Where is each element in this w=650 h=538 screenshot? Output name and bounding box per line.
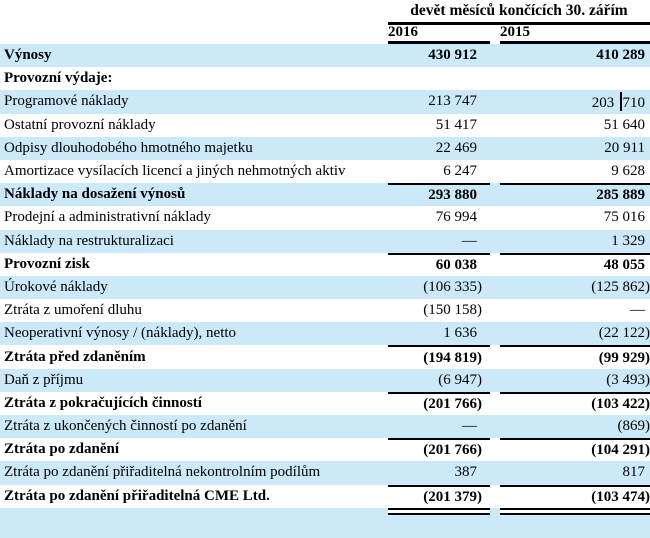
- row-label: Odpisy dlouhodobého hmotného majetku: [4, 139, 253, 156]
- column-gap: [490, 183, 500, 206]
- period-header: devět měsíců končících 30. zářím: [410, 2, 628, 19]
- row-label: Neoperativní výnosy / (náklady), netto: [4, 325, 237, 342]
- column-gap: [490, 461, 500, 484]
- double-rule-2015: [500, 508, 650, 515]
- row-label: Prodejní a administrativní náklady: [4, 209, 212, 226]
- value-2015: 203 710: [500, 90, 650, 113]
- table-row: [0, 485, 650, 508]
- column-rule-2015: [500, 41, 650, 44]
- column-gap: [490, 90, 500, 113]
- row-label: Ztráta po zdanění přiřaditelná nekontrolním podílům: [4, 464, 321, 481]
- row-label: Ztráta z pokračujících činností: [4, 394, 202, 411]
- table-row: [0, 438, 650, 461]
- row-label: Ztráta před zdaněním: [4, 348, 146, 365]
- column-gap: [490, 369, 500, 392]
- row-label: Úrokové náklady: [4, 278, 108, 295]
- table-row: [0, 253, 650, 276]
- row-label: Náklady na restrukturalizaci: [4, 232, 174, 249]
- table-row: [0, 183, 650, 206]
- column-gap: [490, 24, 500, 41]
- value-2016: (201 766): [388, 438, 490, 461]
- table-row: [0, 299, 650, 322]
- column-gap: [490, 114, 500, 137]
- column-header-2016: 2016: [388, 24, 418, 40]
- value-2015: 1 329: [611, 232, 645, 249]
- row-label: Ostatní provozní náklady: [4, 116, 156, 133]
- value-2015: (103 474): [500, 485, 650, 508]
- row-label: Daň z příjmu: [4, 371, 84, 388]
- value-2015: 9 628: [611, 163, 645, 180]
- value-2016: —: [462, 418, 477, 435]
- table-row: [0, 114, 650, 137]
- value-2016: (150 158): [423, 302, 482, 319]
- column-gap: [490, 276, 500, 299]
- column-gap: [490, 485, 500, 508]
- column-gap: [490, 67, 500, 90]
- column-rule-2016: [388, 41, 490, 44]
- value-2015: [500, 67, 650, 90]
- table-row: [0, 137, 650, 160]
- value-2016: [388, 67, 490, 90]
- value-2015: (869): [617, 418, 650, 435]
- column-gap: [490, 345, 500, 368]
- value-2015: (3 493): [606, 371, 650, 388]
- column-gap: [490, 392, 500, 415]
- table-row: [0, 44, 650, 67]
- row-label: Programové náklady: [4, 93, 129, 110]
- table-row: [0, 345, 650, 368]
- value-2015: (99 929): [500, 345, 650, 368]
- column-gap: [490, 438, 500, 461]
- column-gap: [490, 230, 500, 253]
- bottom-shaded-band: [0, 508, 650, 538]
- row-label: Provozní zisk: [4, 255, 90, 272]
- table-rows: [0, 44, 650, 508]
- value-2015: 285 889: [500, 183, 650, 206]
- value-2015: (103 422): [500, 392, 650, 415]
- row-label: Provozní výdaje:: [4, 70, 113, 87]
- row-label: Výnosy: [4, 47, 52, 64]
- value-2016: 51 417: [435, 116, 477, 133]
- row-label: Ztráta z umoření dluhu: [4, 302, 142, 319]
- table-row: [0, 276, 650, 299]
- column-gap: [490, 299, 500, 322]
- value-2016: 430 912: [428, 47, 477, 64]
- table-row: [0, 206, 650, 229]
- table-row: [0, 322, 650, 345]
- value-2016: 213 747: [428, 93, 477, 110]
- table-row: [0, 461, 650, 484]
- value-2015: 51 640: [603, 116, 645, 133]
- row-label: Ztráta po zdanění: [4, 441, 120, 458]
- value-2016: 293 880: [388, 183, 490, 206]
- value-2016: 60 038: [388, 253, 490, 276]
- column-header-2015: 2015: [500, 24, 530, 40]
- value-2016: (106 335): [423, 278, 482, 295]
- table-row: [0, 369, 650, 392]
- value-2015: 20 911: [604, 139, 645, 156]
- row-label: Ztráta z ukončených činností po zdanění: [4, 418, 247, 435]
- table-row: [0, 160, 650, 183]
- row-label: Ztráta po zdanění přiřaditelná CME Ltd.: [4, 487, 270, 504]
- table-row: [0, 230, 650, 253]
- value-2016: (201 766): [388, 392, 490, 415]
- value-2016: (6 947): [438, 371, 482, 388]
- text-cursor-caret: [620, 92, 622, 111]
- value-2015: 410 289: [596, 47, 645, 64]
- value-2015: (104 291): [500, 438, 650, 461]
- value-2015: (125 862): [591, 278, 650, 295]
- table-row: [0, 415, 650, 438]
- column-gap: [490, 415, 500, 438]
- value-2015: 817: [622, 464, 645, 481]
- year-columns-row: [0, 24, 650, 41]
- table-row: [0, 67, 650, 90]
- column-gap: [490, 137, 500, 160]
- double-rule-2016: [388, 508, 490, 515]
- value-2015: 48 055: [500, 253, 650, 276]
- column-gap: [490, 253, 500, 276]
- value-2016: (201 379): [388, 485, 490, 508]
- value-2015: 75 016: [603, 209, 645, 226]
- header-spacer: [0, 24, 388, 41]
- row-label: Amortizace vysílacích licencí a jiných nehmotných aktiv: [4, 163, 346, 180]
- value-2015: (22 122): [598, 325, 650, 342]
- value-2016: (194 819): [388, 345, 490, 368]
- table-row: [0, 392, 650, 415]
- column-gap: [490, 206, 500, 229]
- value-2016: —: [462, 232, 477, 249]
- column-gap: [490, 322, 500, 345]
- table-row: [0, 90, 650, 113]
- value-2016: 22 469: [435, 139, 477, 156]
- value-2016: 1 636: [443, 325, 477, 342]
- value-2015: —: [630, 302, 645, 319]
- row-label: Náklady na dosažení výnosů: [4, 186, 186, 203]
- table-header: [0, 0, 650, 44]
- value-2016: 6 247: [443, 163, 477, 180]
- column-gap: [490, 44, 500, 67]
- value-2016: 387: [454, 464, 477, 481]
- column-gap: [490, 160, 500, 183]
- value-2016: 76 994: [435, 209, 477, 226]
